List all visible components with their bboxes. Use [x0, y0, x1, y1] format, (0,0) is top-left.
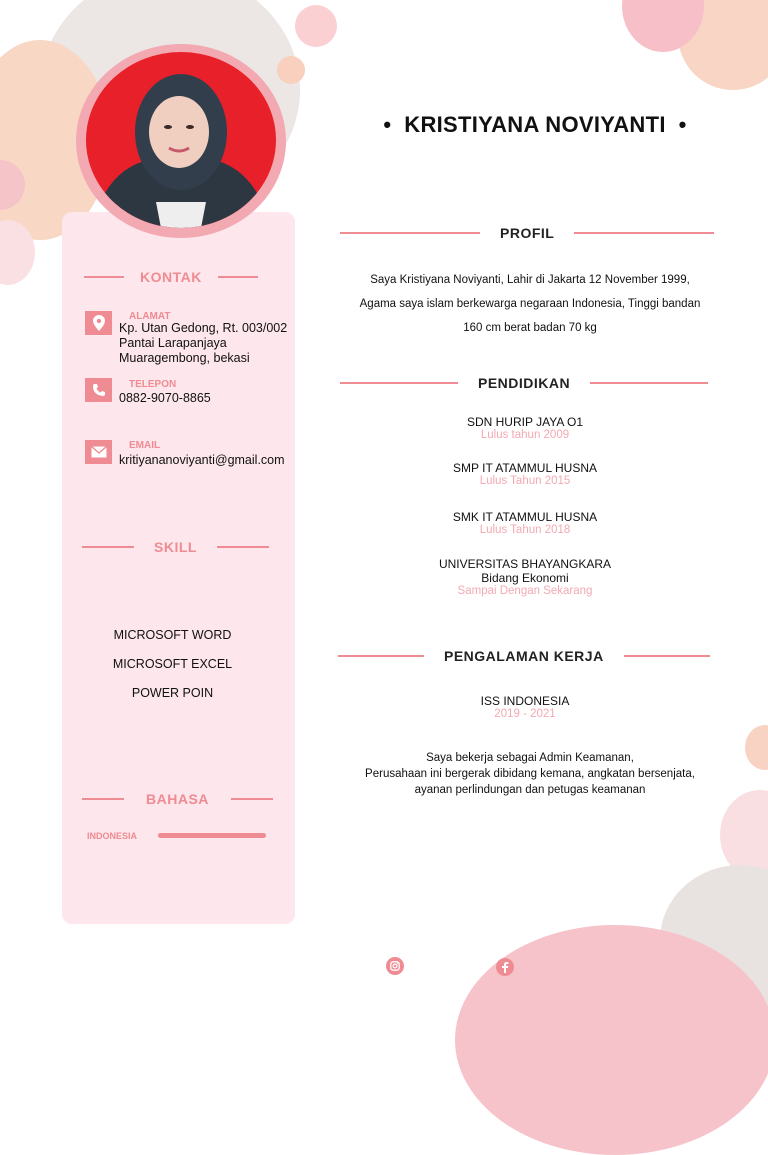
profile-line: Agama saya islam berkewarga negaraan Indonesia, Tinggi bandan [359, 298, 701, 310]
section-heading-skill [82, 539, 269, 555]
graduation-year: Lulus Tahun 2015 [479, 475, 571, 487]
section-heading-kontak [84, 269, 258, 285]
profile-text [320, 270, 740, 338]
experience-line: Saya bekerja sebagai Admin Keamanan, [426, 752, 634, 764]
phone-label: TELEPON [129, 379, 177, 390]
decor-circle [295, 5, 337, 47]
address-line: Pantai Larapanjaya [119, 336, 227, 350]
section-heading-pendidikan [340, 375, 708, 391]
divider [82, 546, 134, 548]
mail-icon [85, 440, 112, 464]
divider [574, 232, 714, 234]
experience-description [320, 750, 740, 798]
profile-line: Saya Kristiyana Noviyanti, Lahir di Jakarta 12 November 1999, [370, 274, 690, 286]
email-value[interactable]: kritiyananoviyanti@gmail.com [119, 453, 285, 467]
facebook-icon[interactable] [496, 958, 514, 976]
school-name: SDN HURIP JAYA O1 [466, 415, 584, 429]
name-bullet-right: • [678, 112, 687, 137]
experience-line: ayanan perlindungan dan petugas keamanan [414, 784, 646, 796]
field-of-study: Bidang Ekonomi [481, 571, 569, 585]
section-title: SKILL [154, 539, 197, 555]
address-line: Kp. Utan Gedong, Rt. 003/002 [119, 321, 288, 335]
divider [218, 276, 258, 278]
address-label: ALAMAT [129, 311, 171, 322]
location-pin-icon [85, 311, 112, 335]
section-title: PENDIDIKAN [478, 375, 571, 391]
graduation-year: Lulus Tahun 2018 [479, 524, 571, 536]
language-level-fill [158, 833, 266, 838]
divider [82, 798, 124, 800]
name-heading [340, 112, 730, 138]
divider [217, 546, 269, 548]
section-title: PENGALAMAN KERJA [444, 648, 604, 664]
experience-item [390, 694, 660, 720]
graduation-year: Lulus tahun 2009 [480, 429, 570, 441]
address-value [119, 321, 287, 366]
section-title: PROFIL [500, 225, 555, 241]
profile-line: 160 cm berat badan 70 kg [463, 322, 597, 334]
skill-item: MICROSOFT WORD [113, 628, 232, 642]
name-bullet-left: • [383, 112, 392, 137]
education-item [390, 415, 660, 441]
phone-icon [85, 378, 112, 402]
decor-circle [745, 725, 768, 770]
divider [590, 382, 708, 384]
section-heading-pengalaman [338, 648, 710, 664]
section-heading-profil [340, 225, 714, 241]
school-name: UNIVERSITAS BHAYANGKARA [438, 557, 612, 571]
education-item [390, 557, 660, 597]
section-heading-bahasa [82, 791, 273, 807]
profile-photo [86, 52, 276, 228]
school-name: SMP IT ATAMMUL HUSNA [452, 461, 598, 475]
divider [338, 655, 424, 657]
language-label: INDONESIA [87, 831, 138, 841]
divider [340, 232, 480, 234]
education-item [390, 461, 660, 487]
phone-value: 0882-9070-8865 [119, 391, 211, 405]
skill-item: POWER POIN [131, 686, 214, 700]
instagram-icon[interactable] [386, 957, 404, 975]
divider [231, 798, 273, 800]
work-period: 2019 - 2021 [494, 708, 556, 720]
full-name: KRISTIYANA NOVIYANTI [404, 112, 666, 137]
skill-item: MICROSOFT EXCEL [112, 657, 233, 671]
section-title: BAHASA [146, 791, 209, 807]
study-status: Sampai Dengan Sekarang [457, 585, 593, 597]
divider [624, 655, 710, 657]
experience-line: Perusahaan ini bergerak dibidang kemana, angkatan bersenjata, [365, 768, 695, 780]
email-label: EMAIL [129, 440, 161, 451]
decor-circle [277, 56, 305, 84]
company-name: ISS INDONESIA [480, 694, 570, 708]
address-line: Muaragembong, bekasi [119, 351, 250, 365]
section-title: KONTAK [140, 269, 202, 285]
language-level-bar [158, 833, 266, 838]
school-name: SMK IT ATAMMUL HUSNA [452, 510, 598, 524]
education-item [390, 510, 660, 536]
divider [84, 276, 124, 278]
divider [340, 382, 458, 384]
